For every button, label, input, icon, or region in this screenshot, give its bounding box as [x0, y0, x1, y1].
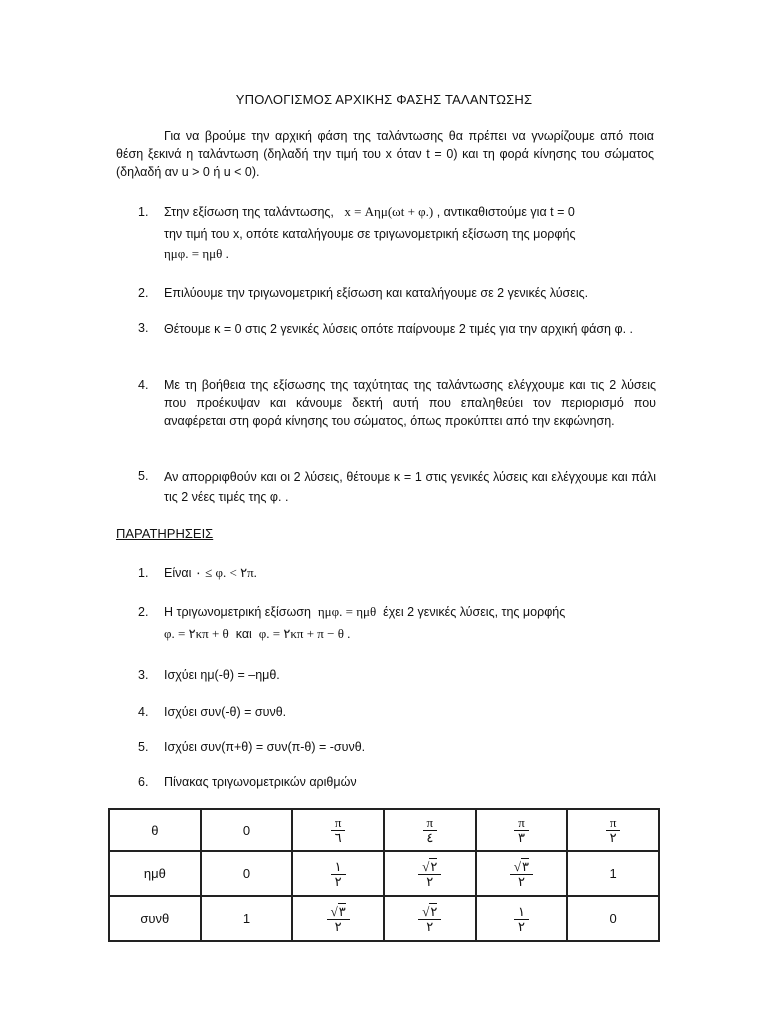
table-cell: $\frac{√٢}{٢}$: [384, 896, 476, 941]
table-cell: $\frac{١}{٢}$: [292, 851, 384, 896]
math-expression: φ. = ٢κπ + π − θ .: [258, 626, 351, 641]
step-text: Στην εξίσωση της ταλάντωσης,: [164, 205, 334, 219]
table-cell: 1: [201, 896, 293, 941]
remark-text: Πίνακας τριγωνομετρικών αριθμών: [164, 775, 357, 789]
table-cell: $\frac{√٣}{٢}$: [292, 896, 384, 941]
remark-text: έχει 2 γενικές λύσεις, της μορφής: [383, 605, 566, 619]
table-cell: $\frac{√٢}{٢}$: [384, 851, 476, 896]
remark-text: Ισχύει συν(-θ) = συνθ.: [164, 705, 287, 719]
table-cell: 0: [567, 896, 659, 941]
table-row: [109, 896, 659, 941]
table-cell: $\frac{√٣}{٢}$: [476, 851, 568, 896]
table-cell: $\frac{\pi}{٤}$: [384, 809, 476, 851]
step-text: Αν απορριφθούν και οι 2 λύσεις, θέτουμε κ = 1 στις γενικές λύσεις και ελέγχουμε και πάλι τις 2 νέες τιμές της φ. .: [164, 470, 656, 504]
step-text-line: την τιμή του x, οπότε καταλήγουμε σε τριγωνομετρική εξίσωση της μορφής: [164, 227, 576, 241]
remark-number: 5.: [138, 740, 149, 754]
step-text: Με τη βοήθεια της εξίσωσης της ταχύτητας της ταλάντωσης ελέγχουμε και τις 2 λύσεις που προέκυψαν και κάνουμε δεκτή αυτή που επαληθεύει τον περιορισμό που αναφέρεται στη φορά κίνησης του σώματος, όπως προκύπτει από την εκφώνηση.: [164, 378, 656, 428]
step-text-line: [164, 203, 656, 221]
remark-number: 2.: [138, 605, 149, 619]
table-row: [109, 851, 659, 896]
table-cell: $\frac{١}{٢}$: [476, 896, 568, 941]
step-text: Επιλύουμε την τριγωνομετρική εξίσωση και καταλήγουμε σε 2 γενικές λύσεις.: [164, 286, 589, 300]
step-text: , αντικαθιστούμε για t = 0: [436, 205, 575, 219]
table-cell: $\frac{\pi}{٣}$: [476, 809, 568, 851]
remark-number: 6.: [138, 775, 149, 789]
math-expression: ٠ ≤ φ. < ٢π.: [194, 565, 257, 580]
math-expression: x = Αημ(ωt + φ.): [344, 204, 434, 219]
math-expression: ημφ. = ημθ: [317, 604, 377, 619]
intro-paragraph: Για να βρούμε την αρχική φάση της ταλάντωσης θα πρέπει να γνωρίζουμε από ποια θέση ξεκινά η ταλάντωση (δηλαδή την τιμή του x όταν t = 0) και τη φορά κίνησης του σώματος (δηλαδή αν u > 0 ή u < 0).: [116, 129, 654, 179]
table-cell: $\frac{\pi}{٢}$: [567, 809, 659, 851]
trig-values-table: [108, 808, 660, 942]
remarks-heading: ΠΑΡΑΤΗΡΗΣΕΙΣ: [116, 526, 214, 541]
remark-number: 1.: [138, 566, 149, 580]
step-number: 1.: [138, 205, 149, 219]
table-cell: 1: [567, 851, 659, 896]
table-row: [109, 809, 659, 851]
remark-text: και: [235, 627, 252, 641]
page-title: ΥΠΟΛΟΓΙΣΜΟΣ ΑΡΧΙΚΗΣ ΦΑΣΗΣ ΤΑΛΑΝΤΩΣΗΣ: [235, 92, 533, 107]
step-text: Θέτουμε κ = 0 στις 2 γενικές λύσεις οπότε παίρνουμε 2 τιμές για την αρχική φάση φ. .: [164, 322, 633, 336]
step-number: 2.: [138, 286, 149, 300]
remark-text: Η τριγωνομετρική εξίσωση: [164, 605, 311, 619]
math-expression: φ. = ٢κπ + θ: [164, 626, 229, 641]
table-cell: ημθ: [109, 851, 201, 896]
table-cell: συνθ: [109, 896, 201, 941]
remark-number: 4.: [138, 705, 149, 719]
table-cell: $\frac{\pi}{٦}$: [292, 809, 384, 851]
step-number: 5.: [138, 469, 149, 483]
table-cell: 0: [201, 809, 293, 851]
table-cell: 0: [201, 851, 293, 896]
math-expression: ημφ. = ημθ .: [164, 246, 229, 261]
table-cell: θ: [109, 809, 201, 851]
remark-text: Είναι: [164, 566, 192, 580]
remark-text: Ισχύει συν(π+θ) = συν(π-θ) = -συνθ.: [164, 740, 366, 754]
step-number: 4.: [138, 378, 149, 392]
step-number: 3.: [138, 321, 149, 335]
remark-number: 3.: [138, 668, 149, 682]
remark-text: Ισχύει ημ(-θ) = –ημθ.: [164, 668, 280, 682]
